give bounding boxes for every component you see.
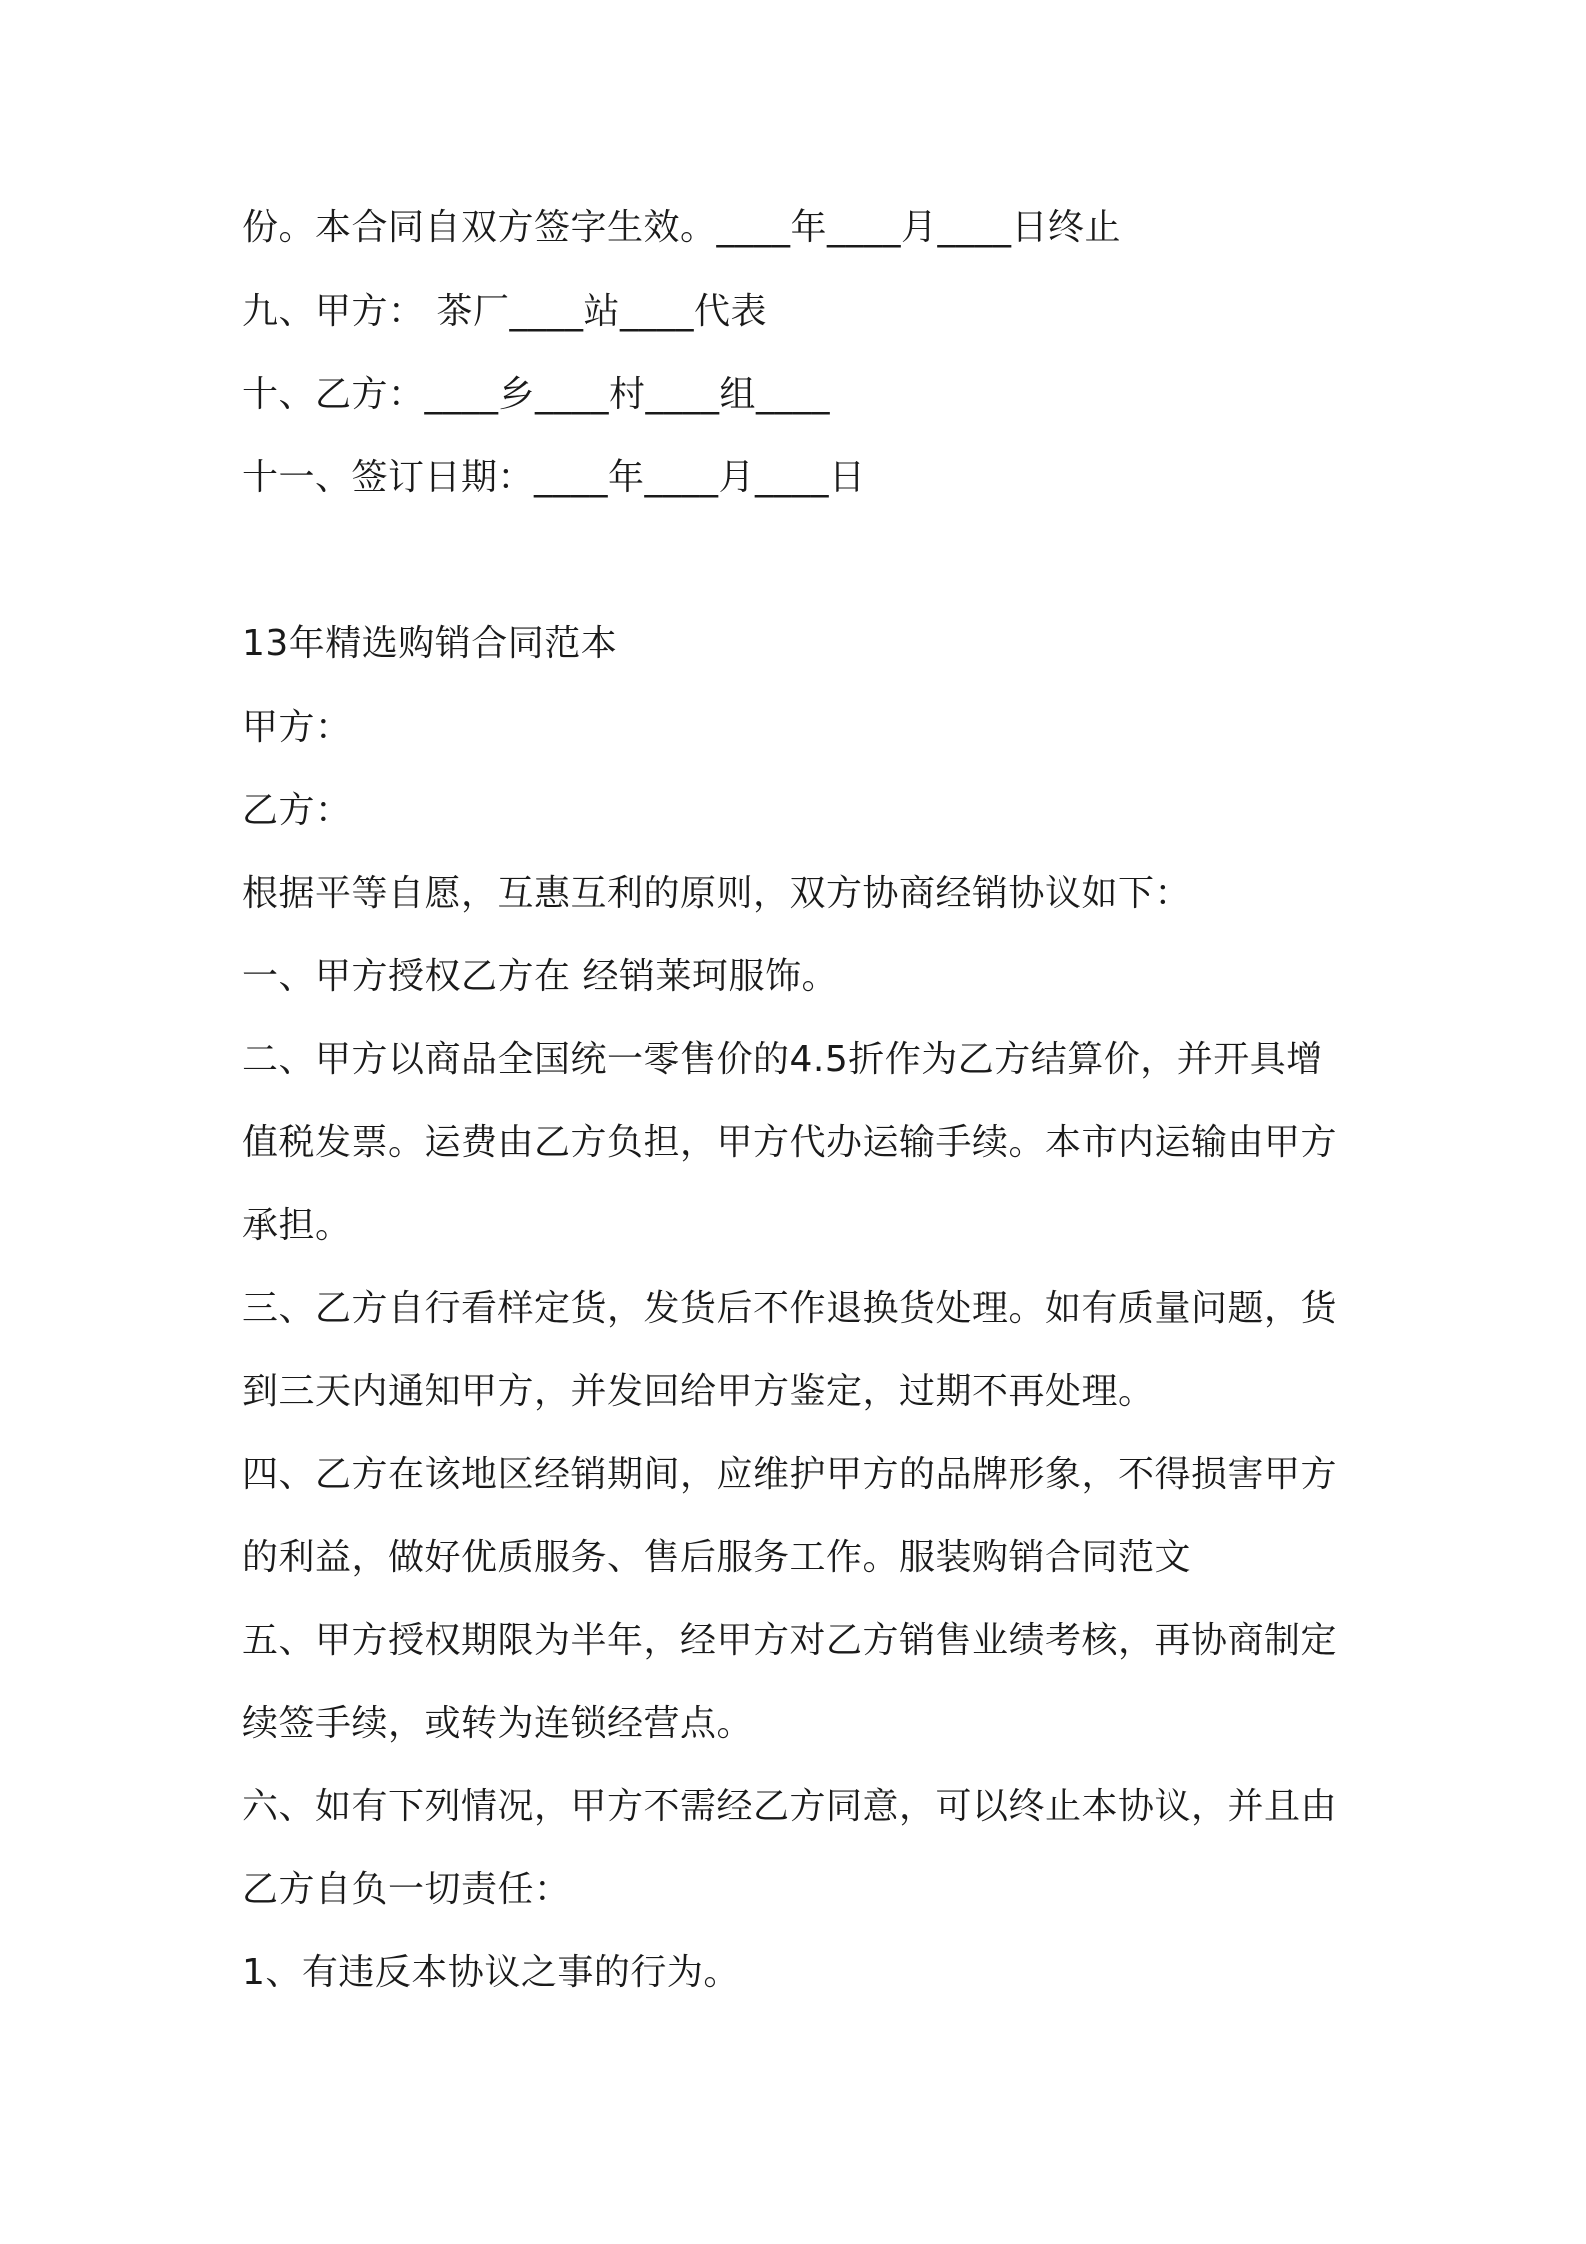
text-line: 承担。 [242, 1205, 352, 1246]
text-line: 三、乙方自行看样定货，发货后不作退换货处理。如有质量问题，货 [242, 1288, 1338, 1329]
section-title: 13年精选购销合同范本 [242, 623, 618, 664]
text-line: 根据平等自愿，互惠互利的原则，双方协商经销协议如下： [242, 873, 1192, 914]
text-line: 九、甲方： 茶厂____站____代表 [242, 291, 767, 332]
text-line: 乙方： [242, 790, 352, 831]
text-line: 份。本合同自双方签字生效。____年____月____日终止 [242, 207, 1122, 248]
text-line: 一、甲方授权乙方在 经销莱珂服饰。 [242, 956, 838, 997]
text-line: 四、乙方在该地区经销期间，应维护甲方的品牌形象，不得损害甲方 [242, 1454, 1338, 1495]
text-line: 的利益，做好优质服务、售后服务工作。服装购销合同范文 [242, 1537, 1192, 1578]
text-line: 二、甲方以商品全国统一零售价的4.5折作为乙方结算价，并开具增 [242, 1039, 1323, 1080]
text-line: 续签手续，或转为连锁经营点。 [242, 1703, 754, 1744]
text-line: 十、乙方：____乡____村____组____ [242, 374, 831, 415]
text-line: 十一、签订日期：____年____月____日 [242, 457, 866, 498]
text-line: 值税发票。运费由乙方负担，甲方代办运输手续。本市内运输由甲方 [242, 1122, 1338, 1163]
text-line: 乙方自负一切责任： [242, 1869, 571, 1910]
text-line: 到三天内通知甲方，并发回给甲方鉴定，过期不再处理。 [242, 1371, 1155, 1412]
text-line: 1、有违反本协议之事的行为。 [242, 1952, 740, 1993]
text-line: 六、如有下列情况，甲方不需经乙方同意，可以终止本协议，并且由 [242, 1786, 1338, 1827]
text-line: 甲方： [242, 707, 352, 748]
text-line: 五、甲方授权期限为半年，经甲方对乙方销售业绩考核，再协商制定 [242, 1620, 1338, 1661]
